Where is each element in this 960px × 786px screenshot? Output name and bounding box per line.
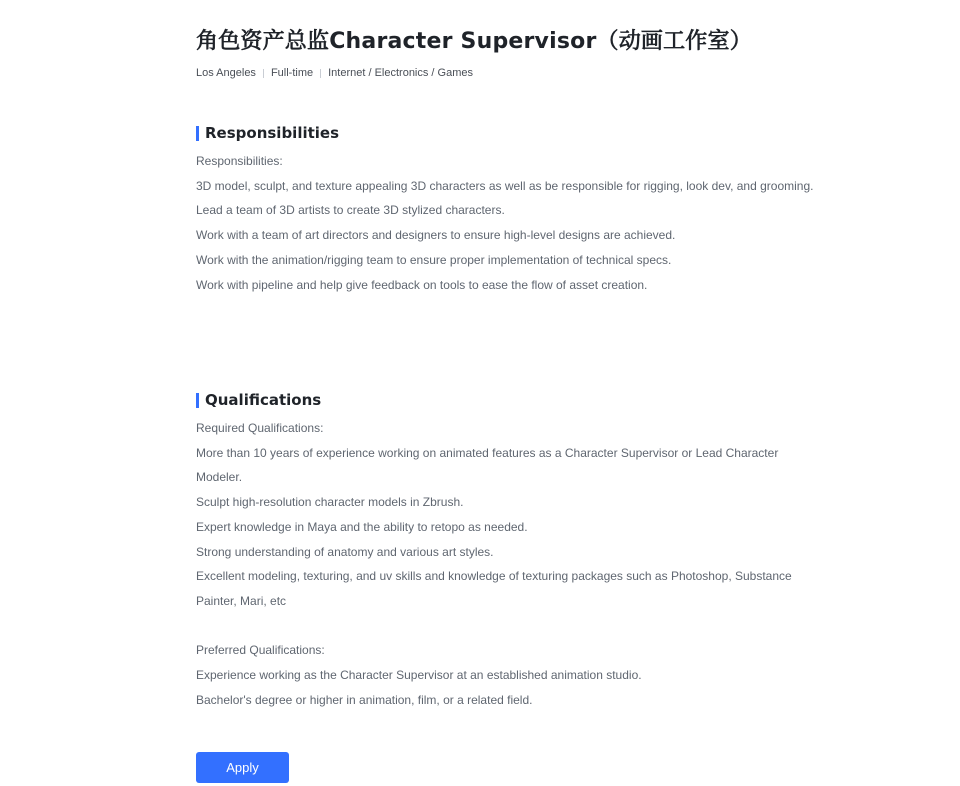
qualifications-section [196, 389, 816, 712]
responsibility-line: 3D model, sculpt, and texture appealing 3D characters as well as be responsible for rigging, look dev, and grooming. [196, 178, 814, 193]
responsibilities-body [196, 149, 816, 297]
qualifications-header [196, 389, 816, 411]
job-meta [196, 67, 473, 79]
preferred-qualification-line: Preferred Qualifications: [196, 643, 325, 658]
required-qualification-line: Excellent modeling, texturing, and uv skills and knowledge of texturing packages such as Photoshop, Substance Painter, Mari, etc [196, 569, 792, 608]
job-category: Internet / Electronics / Games [328, 67, 473, 79]
job-type: Full-time [270, 67, 314, 79]
qualifications-heading: Qualifications [205, 391, 322, 409]
paragraph-spacer [196, 614, 816, 639]
apply-button[interactable]: Apply [196, 752, 289, 783]
responsibilities-heading: Responsibilities [205, 124, 340, 142]
preferred-qualification-line: Experience working as the Character Supervisor at an established animation studio. [196, 668, 642, 683]
responsibility-line: Work with pipeline and help give feedback on tools to ease the flow of asset creation. [196, 277, 648, 292]
meta-divider [320, 69, 321, 78]
responsibility-line: Responsibilities: [196, 154, 283, 168]
job-location: Los Angeles [196, 67, 256, 79]
responsibilities-header [196, 122, 816, 144]
job-title: 角色资产总监Character Supervisor（动画工作室） [196, 29, 752, 54]
responsibility-line: Work with a team of art directors and designers to ensure high-level designs are achieved. [196, 228, 676, 243]
preferred-qualification-line: Bachelor's degree or higher in animation, film, or a related field. [196, 692, 533, 707]
required-qualification-line: Required Qualifications: [196, 421, 324, 435]
required-qualification-line: Expert knowledge in Maya and the ability to retopo as needed. [196, 519, 528, 534]
section-accent-bar [196, 393, 199, 408]
required-qualification-line: Sculpt high-resolution character models in Zbrush. [196, 495, 464, 510]
responsibilities-section [196, 122, 816, 297]
responsibility-line: Work with the animation/rigging team to ensure proper implementation of technical specs. [196, 252, 672, 267]
required-qualification-line: More than 10 years of experience working on animated features as a Character Supervisor or Lead Character Modeler. [196, 445, 779, 485]
responsibility-line: Lead a team of 3D artists to create 3D stylized characters. [196, 203, 505, 218]
section-accent-bar [196, 126, 199, 141]
meta-divider [263, 69, 264, 78]
required-qualification-line: Strong understanding of anatomy and various art styles. [196, 544, 494, 559]
qualifications-body [196, 416, 816, 712]
